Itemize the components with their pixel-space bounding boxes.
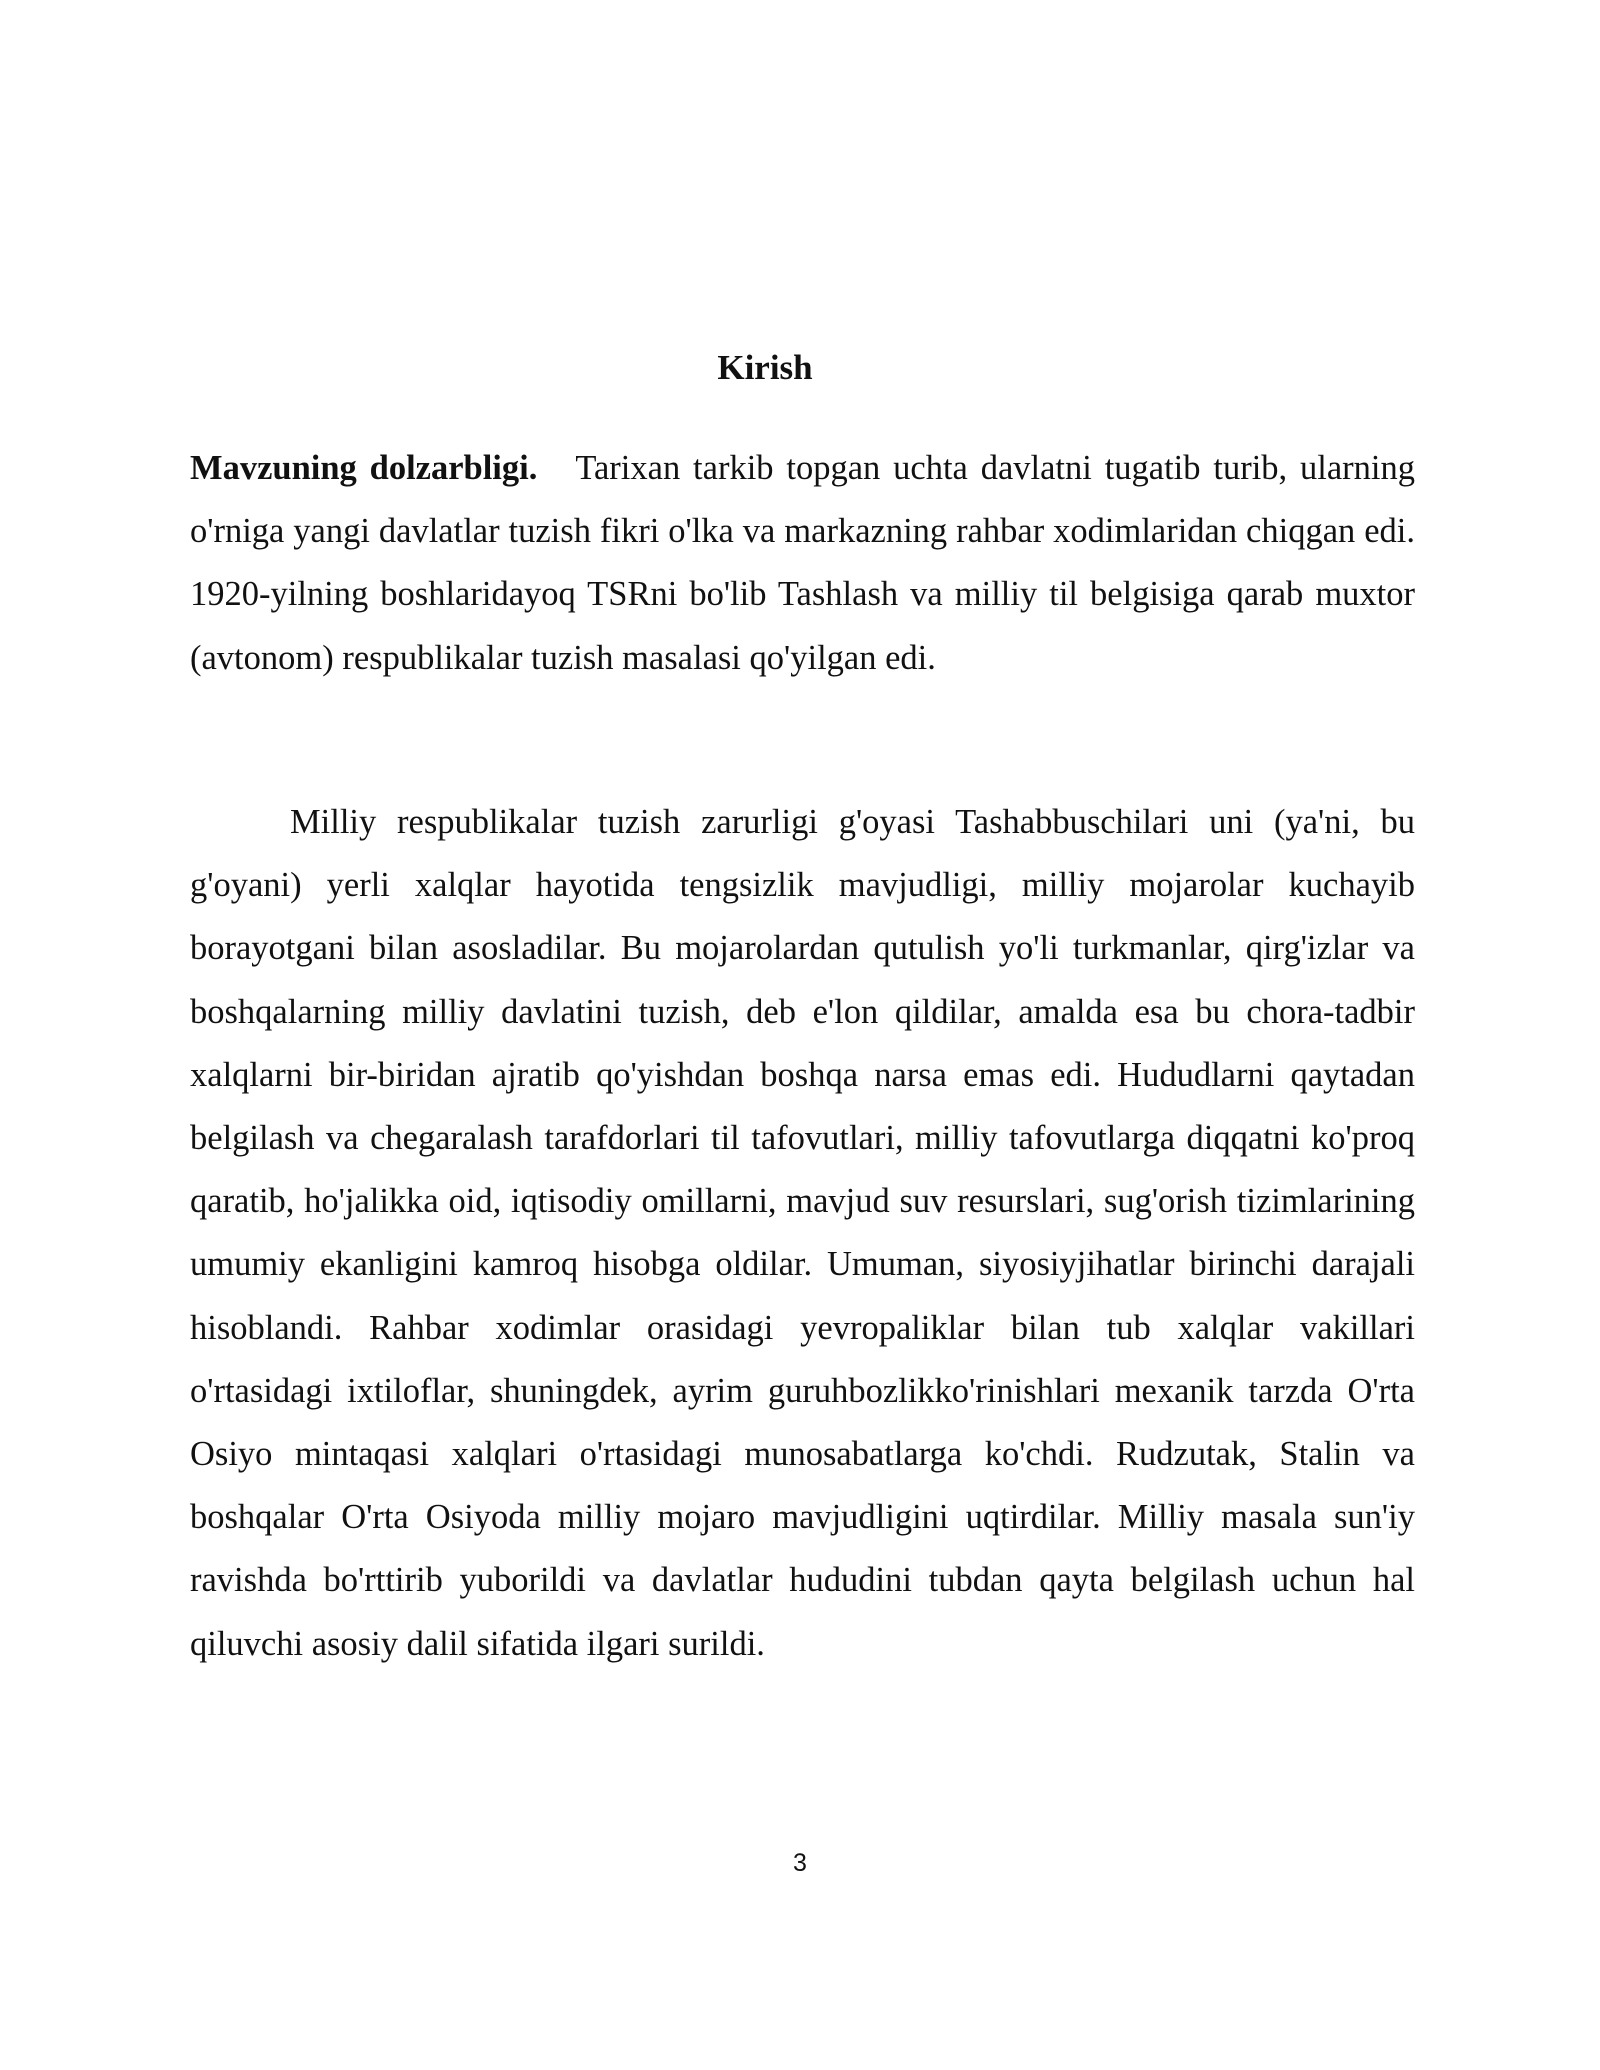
paragraph-national-republics: Milliy respublikalar tuzish zarurligi g'oyasi Tashabbuschilari uni (ya'ni, bu g'oyani) yerli xalqlar hayotida tengsizlik mavjudligi, milliy mojarolar kuchayib borayotgani bilan asosladilar. Bu mojarolardan qutulish yo'li turkmanlar, qirg'izlar va boshqalarning milliy davlatini tuzish, deb e'lon qildilar, amalda esa bu chora-tadbir xalqlarni bir-biridan ajratib qo'yishdan boshqa narsa emas edi. Hududlarni qaytadan belgilash va chegaralash tarafdorlari til tafovutlari, milliy tafovutlarga diqqatni ko'proq qaratib, ho'jalikka oid, iqtisodiy omillarni, mavjud suv resurslari, sug'orish tizimlarining umumiy ekanligini kamroq hisobga oldilar. Umuman, siyosiyjihatlar birinchi darajali hisoblandi. Rahbar xodimlar orasidagi yevropaliklar bilan tub xalqlar vakillari o'rtasidagi ixtiloflar, shuningdek, ayrim guruhbozlikko'rinishlari mexanik tarzda O'rta Osiyo mintaqasi xalqlari o'rtasidagi munosabatlarga ko'chdi. Rudzutak, Stalin va boshqalar O'rta Osiyoda milliy mojaro mavjudligini uqtirdilar. Milliy masala sun'iy ravishda bo'rttirib yuborildi va davlatlar hududini tubdan qayta belgilash uchun hal qiluvchi asosiy dalil sifatida ilgari surildi. xyxy=(190,803,1415,1663)
paragraph-lead: Mavzuning dolzarbligi. xyxy=(190,449,538,487)
paragraph-relevance xyxy=(190,437,1415,690)
page-number: 3 xyxy=(793,1849,807,1877)
paragraph-relevance-text: Tarixan tarkib topgan uchta davlatni tugatib turib, ularning o'rniga yangi davlatlar tuzish fikri o'lka va markazning rahbar xodimlaridan chiqgan edi. 1920-yilning boshlaridayoq TSRni bo'lib Tashlash va milliy til belgisiga qarab muxtor (avtonom) respublikalar tuzish masalasi qo'yilgan edi. xyxy=(190,449,1415,677)
page-title: Kirish xyxy=(717,348,813,387)
